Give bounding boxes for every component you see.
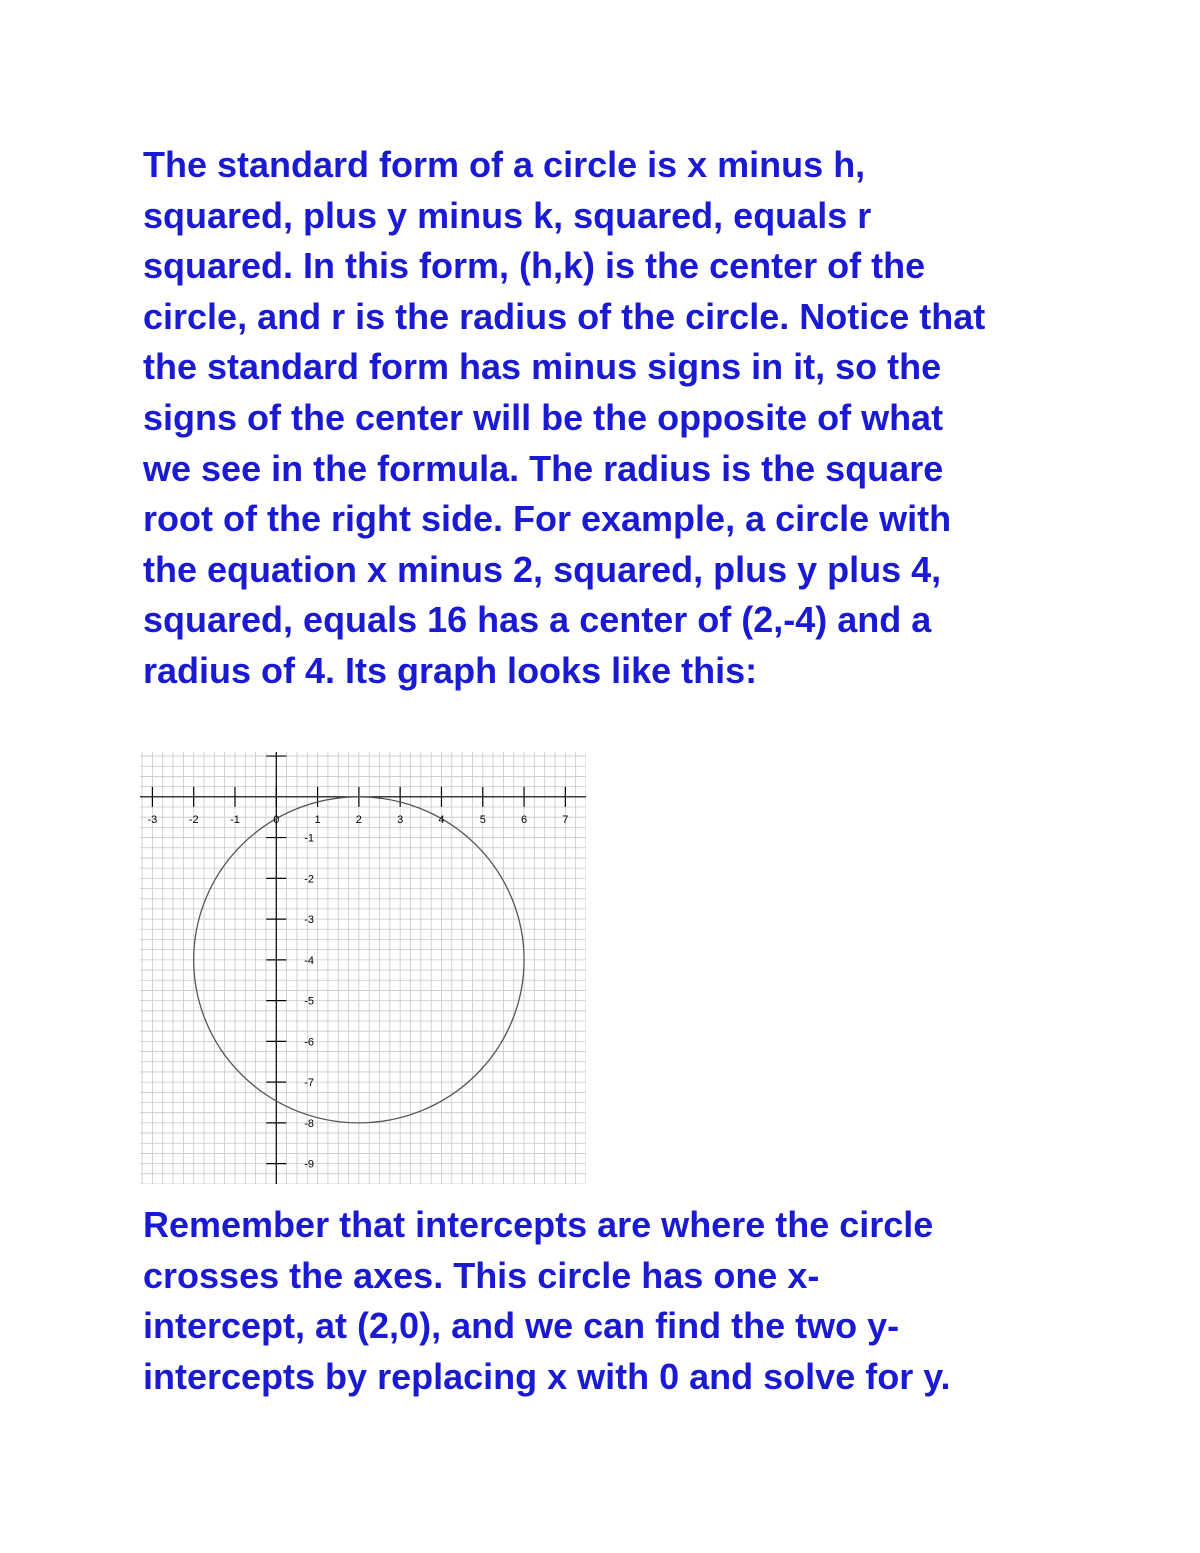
y-tick-label: -8 bbox=[304, 1117, 315, 1130]
x-tick-label: 0 bbox=[273, 813, 280, 826]
paragraph-circle-standard-form bbox=[143, 140, 985, 697]
x-tick-label: 2 bbox=[355, 813, 362, 826]
y-tick-label: -4 bbox=[304, 954, 315, 967]
x-tick-label: 7 bbox=[562, 813, 569, 826]
text-line: the equation x minus 2, squared, plus y plus 4, bbox=[143, 548, 942, 590]
text-line: root of the right side. For example, a circle with bbox=[143, 498, 952, 540]
text-line: The standard form of a circle is x minus h, bbox=[143, 144, 866, 185]
y-tick-label: -9 bbox=[304, 1158, 315, 1171]
y-tick-label: -2 bbox=[304, 873, 315, 886]
text-line: signs of the center will be the opposite of what bbox=[143, 396, 944, 438]
text-line: radius of 4. Its graph looks like this: bbox=[143, 649, 758, 691]
text-line: we see in the formula. The radius is the square bbox=[143, 447, 944, 489]
y-tick-label: -1 bbox=[304, 832, 315, 845]
x-tick-label: 5 bbox=[479, 813, 486, 826]
x-tick-label: 3 bbox=[397, 813, 404, 826]
tick-labels bbox=[147, 814, 568, 1171]
text-line: circle, and r is the radius of the circle. Notice that bbox=[143, 295, 986, 337]
axes bbox=[140, 752, 586, 1184]
x-tick-label: 4 bbox=[438, 813, 445, 826]
y-tick-label: -6 bbox=[304, 1036, 315, 1049]
x-tick-label: -1 bbox=[230, 813, 240, 826]
text-line: squared. In this form, (h,k) is the center of the bbox=[143, 245, 926, 287]
y-tick-label: -5 bbox=[304, 995, 315, 1008]
y-tick-label: -3 bbox=[304, 914, 315, 927]
text-line: the standard form has minus signs in it, so the bbox=[143, 346, 942, 388]
text-line: squared, equals 16 has a center of (2,-4) and a bbox=[143, 599, 932, 641]
circle-graph bbox=[140, 752, 586, 1184]
x-tick-label: 6 bbox=[520, 813, 528, 826]
paragraph-intercepts bbox=[143, 1200, 951, 1402]
text-line: squared, plus y minus k, squared, equals r bbox=[143, 194, 872, 236]
grid-lines bbox=[140, 752, 586, 1184]
x-tick-label: 1 bbox=[314, 813, 321, 826]
text-line: intercept, at (2,0), and we can find the two y- bbox=[143, 1305, 900, 1347]
text-line: Remember that intercepts are where the circle bbox=[143, 1204, 934, 1245]
x-tick-label: -2 bbox=[188, 813, 199, 826]
text-line: crosses the axes. This circle has one x- bbox=[143, 1254, 820, 1296]
y-tick-label: -7 bbox=[304, 1077, 315, 1090]
x-tick-label: -3 bbox=[147, 813, 158, 826]
text-line: intercepts by replacing x with 0 and solve for y. bbox=[143, 1355, 951, 1397]
